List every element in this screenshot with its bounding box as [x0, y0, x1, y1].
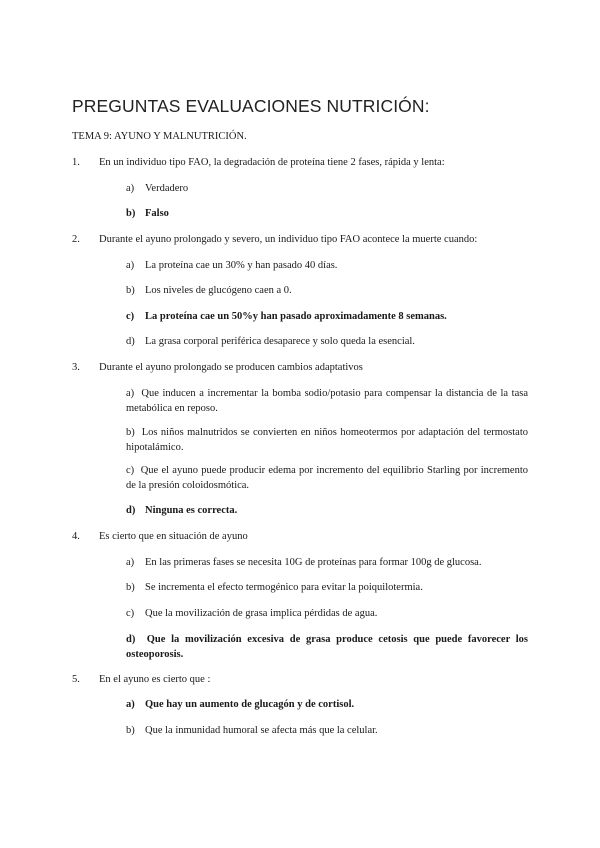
option-text: Que la movilización excesiva de grasa produce cetosis que puede favorecer los osteoporosis. [126, 634, 529, 660]
option-letter: a) [126, 183, 135, 194]
question-3 [72, 362, 363, 373]
question-1-option-a [126, 183, 188, 194]
question-2 [72, 234, 477, 245]
option-letter: d) [126, 336, 135, 347]
option-text: Que hay un aumento de glucagón y de cortisol. [145, 699, 355, 710]
option-letter: b) [126, 285, 135, 296]
question-1-option-b-correct [126, 208, 169, 219]
question-text: En un individuo tipo FAO, la degradación de proteína tiene 2 fases, rápida y lenta: [99, 157, 445, 168]
option-text: La proteína cae un 30% y han pasado 40 días. [145, 260, 338, 271]
question-2-option-c-correct [126, 311, 447, 322]
option-letter: d) [126, 505, 136, 516]
option-letter: a) [126, 557, 135, 568]
question-5-option-a-correct [126, 699, 354, 710]
option-letter: a) [126, 699, 135, 710]
option-text: Falso [145, 208, 169, 219]
option-letter: a) [126, 388, 135, 399]
question-3-option-c [126, 464, 528, 493]
question-text: En el ayuno es cierto que : [99, 674, 211, 685]
question-3-option-b [126, 426, 528, 455]
option-letter: b) [126, 582, 135, 593]
option-letter: c) [126, 465, 135, 476]
option-text: Que inducen a incrementar la bomba sodio/potasio para compensar la distancia de la tasa metabólica en reposo. [126, 388, 528, 414]
option-letter: c) [126, 608, 135, 619]
option-letter: b) [126, 208, 136, 219]
option-text: La grasa corporal periférica desaparece y solo queda la esencial. [145, 336, 415, 347]
option-text: Que el ayuno puede producir edema por incremento del equilibrio Starling por incremento de la presión coloidosmótica. [126, 465, 528, 491]
option-text: En las primeras fases se necesita 10G de proteínas para formar 100g de glucosa. [145, 557, 482, 568]
question-3-option-a [126, 387, 528, 416]
question-2-option-a [126, 260, 337, 271]
question-2-option-d [126, 336, 415, 347]
option-text: La proteína cae un 50%y han pasado aproximadamente 8 semanas. [145, 311, 447, 322]
question-text: Durante el ayuno prolongado y severo, un individuo tipo FAO acontece la muerte cuando: [99, 234, 478, 245]
question-4-option-a [126, 557, 481, 568]
question-5 [72, 674, 210, 685]
document-title: PREGUNTAS EVALUACIONES NUTRICIÓN: [72, 96, 430, 116]
question-4-option-d-correct [126, 633, 528, 662]
question-number: 3. [72, 362, 80, 373]
question-3-option-d-correct [126, 505, 237, 516]
option-text: Verdadero [145, 183, 189, 194]
question-number: 1. [72, 157, 80, 168]
option-letter: c) [126, 311, 135, 322]
question-number: 4. [72, 531, 80, 542]
question-4 [72, 531, 248, 542]
option-text: Ninguna es correcta. [145, 505, 238, 516]
question-1 [72, 157, 445, 168]
option-letter: b) [126, 427, 135, 438]
option-text: Que la inmunidad humoral se afecta más que la celular. [145, 725, 378, 736]
option-text: Se incrementa el efecto termogénico para evitar la poiquilotermia. [145, 582, 423, 593]
question-5-option-b [126, 725, 378, 736]
option-letter: a) [126, 260, 135, 271]
question-2-option-b [126, 285, 292, 296]
question-text: Durante el ayuno prolongado se producen cambios adaptativos [99, 362, 363, 373]
option-text: Que la movilización de grasa implica pérdidas de agua. [145, 608, 378, 619]
question-number: 5. [72, 674, 80, 685]
question-4-option-b [126, 582, 423, 593]
option-letter: d) [126, 634, 136, 645]
option-text: Los niveles de glucógeno caen a 0. [145, 285, 292, 296]
topic-heading: TEMA 9: AYUNO Y MALNUTRICIÓN. [72, 131, 247, 142]
question-number: 2. [72, 234, 80, 245]
question-4-option-c [126, 608, 377, 619]
question-text: Es cierto que en situación de ayuno [99, 531, 248, 542]
option-letter: b) [126, 725, 135, 736]
option-text: Los niños malnutridos se convierten en niños homeotermos por adaptación del termostato hipotalámico. [126, 427, 528, 453]
